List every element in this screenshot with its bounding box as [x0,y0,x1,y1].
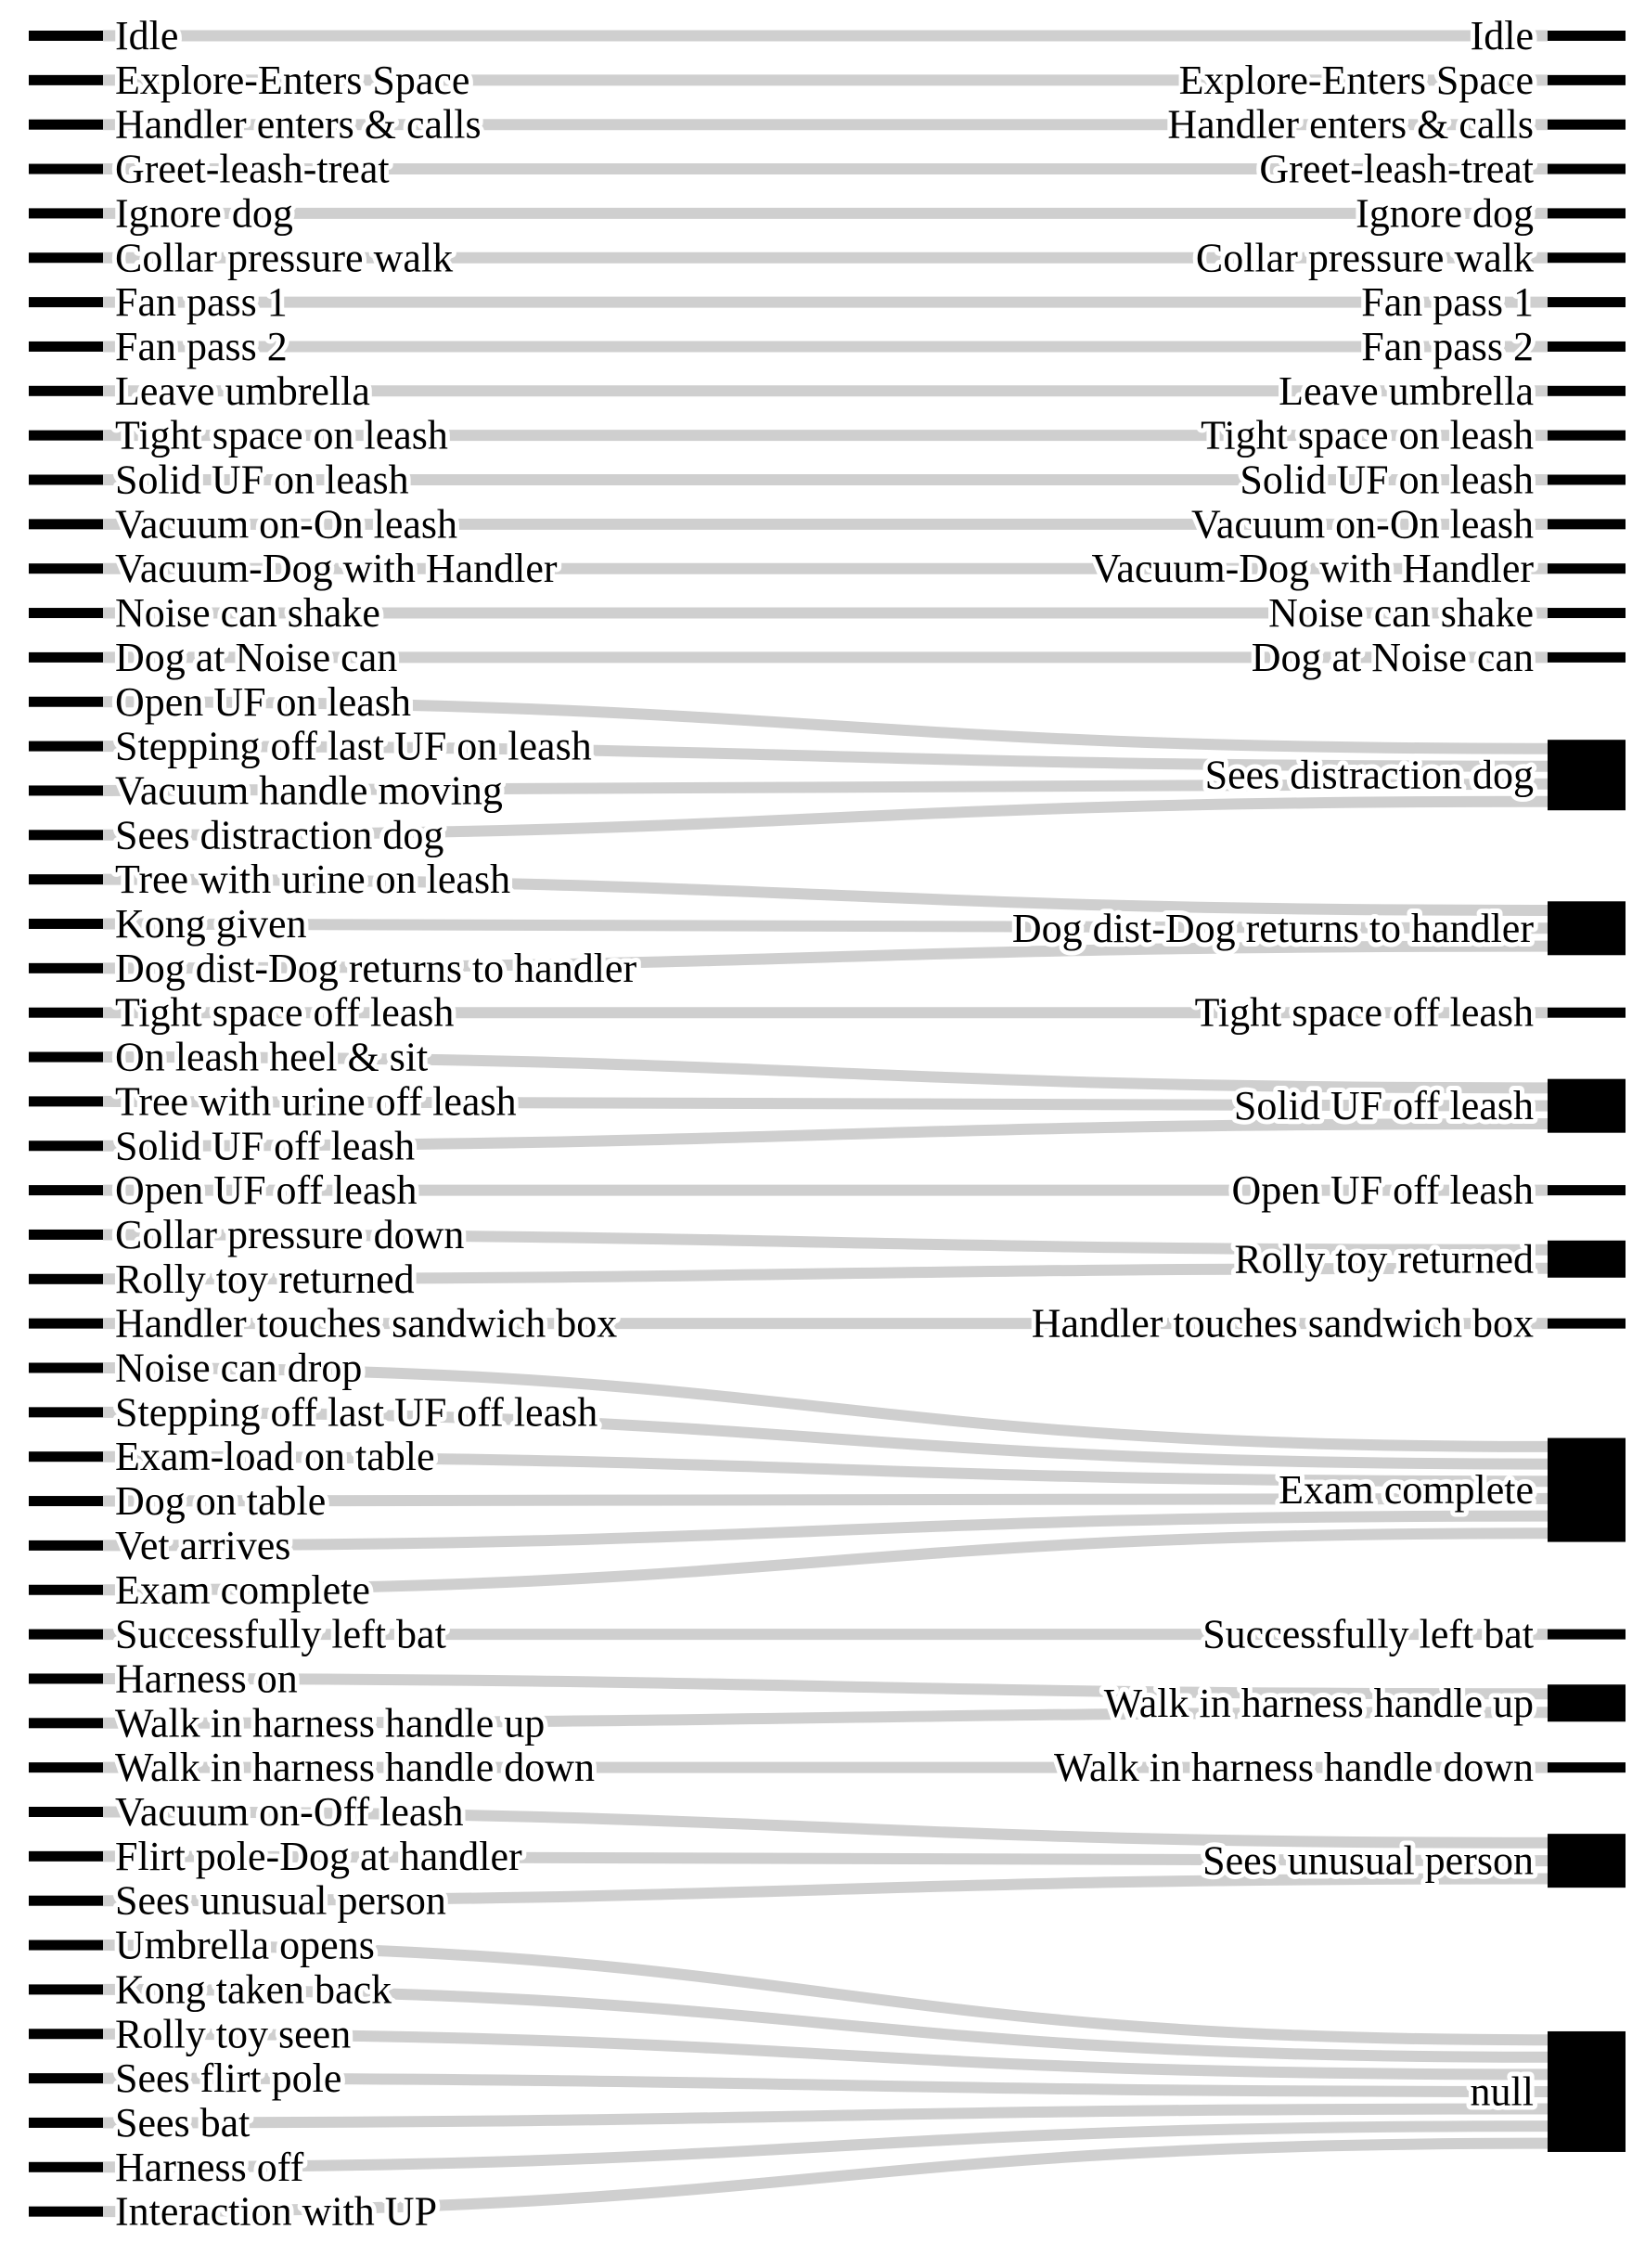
source-node-interaction-with-up [29,2207,103,2217]
target-label-leave-umbrella: Leave umbrella [1279,367,1534,414]
source-label-solid-uf-on-leash: Solid UF on leash [115,457,409,503]
source-label-vet-arrives: Vet arrives [115,1522,291,1568]
target-label-handler-touches-sandwich-box: Handler touches sandwich box [1031,1300,1534,1347]
target-label-exam-complete: Exam complete [1279,1467,1534,1514]
target-node-explore-enters-space [1548,75,1626,85]
source-label-kong-given: Kong given [115,901,307,947]
source-node-vet-arrives [29,1540,103,1551]
source-node-ignore-dog [29,208,103,218]
source-label-fan-pass-2: Fan pass 2 [115,323,288,369]
source-label-explore-enters-space: Explore-Enters Space [115,57,470,103]
target-label-vacuum-on-on-leash: Vacuum on-On leash [1190,501,1534,548]
source-label-rolly-toy-seen: Rolly toy seen [115,2011,352,2057]
source-node-exam-load-on-table [29,1451,103,1462]
source-label-collar-pressure-walk: Collar pressure walk [115,235,454,281]
target-label-tight-space-off-leash: Tight space off leash [1194,989,1534,1036]
target-label-ignore-dog: Ignore dog [1356,190,1534,237]
target-node-fan-pass-2 [1548,341,1626,352]
source-node-successfully-left-bat [29,1630,103,1640]
source-label-open-uf-on-leash: Open UF on leash [115,678,411,725]
target-label-noise-can-shake: Noise can shake [1268,590,1534,637]
source-node-idle [29,31,103,41]
target-node-vacuum-on-on-leash [1548,519,1626,529]
source-node-explore-enters-space [29,75,103,85]
target-node-walk-in-harness-handle-down [1548,1762,1626,1772]
source-label-vacuum-dog-with-handler: Vacuum-Dog with Handler [115,546,558,592]
target-label-solid-uf-off-leash: Solid UF off leash [1233,1083,1534,1129]
target-label-idle: Idle [1470,13,1534,58]
source-node-sees-bat [29,2118,103,2128]
target-node-tight-space-on-leash [1548,431,1626,441]
source-node-on-leash-heel-and-sit [29,1052,103,1063]
target-node-solid-uf-on-leash [1548,475,1626,485]
source-node-handler-enters-and-calls [29,120,103,130]
source-node-umbrella-opens [29,1940,103,1951]
target-label-fan-pass-2: Fan pass 2 [1361,323,1534,369]
source-node-fan-pass-2 [29,341,103,352]
source-label-dog-dist-dog-returns-to-handler: Dog dist-Dog returns to handler [115,945,637,991]
target-label-walk-in-harness-handle-up: Walk in harness handle up [1103,1680,1534,1726]
target-node-exam-complete [1548,1438,1626,1542]
source-node-kong-given [29,919,103,929]
source-label-tree-with-urine-off-leash: Tree with urine off leash [115,1078,517,1125]
target-node-leave-umbrella [1548,386,1626,396]
source-label-harness-off: Harness off [115,2144,304,2190]
source-label-tree-with-urine-on-leash: Tree with urine on leash [115,857,511,903]
target-node-null [1548,2031,1626,2152]
target-label-sees-distraction-dog: Sees distraction dog [1204,752,1534,798]
target-node-tight-space-off-leash [1548,1008,1626,1018]
link-sees-bat-to-null [103,2109,1548,2123]
source-node-rolly-toy-returned [29,1274,103,1284]
source-node-tree-with-urine-on-leash [29,874,103,884]
source-label-sees-distraction-dog: Sees distraction dog [115,812,444,858]
source-node-dog-on-table [29,1496,103,1506]
source-node-noise-can-drop [29,1363,103,1373]
source-node-exam-complete [29,1585,103,1595]
source-node-kong-taken-back [29,1984,103,1994]
source-node-open-uf-on-leash [29,697,103,707]
target-node-sees-unusual-person [1548,1834,1626,1888]
source-label-stepping-off-last-uf-on-leash: Stepping off last UF on leash [115,723,592,769]
target-label-greet-leash-treat: Greet-leash-treat [1259,146,1534,192]
target-label-solid-uf-on-leash: Solid UF on leash [1240,457,1534,503]
target-node-fan-pass-1 [1548,297,1626,307]
target-node-greet-leash-treat [1548,164,1626,174]
target-node-successfully-left-bat [1548,1630,1626,1640]
source-node-open-uf-off-leash [29,1185,103,1195]
source-node-walk-in-harness-handle-up [29,1718,103,1728]
source-label-dog-at-noise-can: Dog at Noise can [115,634,398,680]
source-label-exam-load-on-table: Exam-load on table [115,1434,435,1480]
source-label-dog-on-table: Dog on table [115,1478,327,1525]
target-node-dog-at-noise-can [1548,652,1626,663]
target-label-dog-at-noise-can: Dog at Noise can [1251,634,1534,680]
source-label-walk-in-harness-handle-down: Walk in harness handle down [115,1745,595,1791]
target-node-walk-in-harness-handle-up [1548,1684,1626,1721]
target-node-noise-can-shake [1548,608,1626,618]
source-node-collar-pressure-down [29,1230,103,1240]
target-label-open-uf-off-leash: Open UF off leash [1231,1167,1534,1214]
target-label-tight-space-on-leash: Tight space on leash [1201,412,1534,458]
source-node-sees-unusual-person [29,1896,103,1906]
source-label-kong-taken-back: Kong taken back [115,1966,392,2013]
target-node-rolly-toy-returned [1548,1241,1626,1278]
source-label-vacuum-on-on-leash: Vacuum on-On leash [115,501,458,548]
source-label-tight-space-on-leash: Tight space on leash [115,412,448,458]
source-label-flirt-pole-dog-at-handler: Flirt pole-Dog at handler [115,1833,522,1879]
target-label-null: null [1470,2068,1534,2115]
source-label-leave-umbrella: Leave umbrella [115,367,370,414]
source-label-exam-complete: Exam complete [115,1566,370,1613]
source-label-umbrella-opens: Umbrella opens [115,1922,375,1968]
source-node-harness-on [29,1673,103,1683]
source-label-vacuum-on-off-leash: Vacuum on-Off leash [115,1789,464,1835]
source-label-sees-flirt-pole: Sees flirt pole [115,2055,342,2102]
source-node-tight-space-on-leash [29,431,103,441]
source-label-walk-in-harness-handle-up: Walk in harness handle up [115,1700,546,1746]
target-label-dog-dist-dog-returns-to-handler: Dog dist-Dog returns to handler [1011,905,1534,951]
target-node-handler-touches-sandwich-box [1548,1319,1626,1329]
target-node-vacuum-dog-with-handler [1548,563,1626,573]
source-label-handler-enters-and-calls: Handler enters & calls [115,101,482,148]
source-node-flirt-pole-dog-at-handler [29,1851,103,1862]
source-label-idle: Idle [115,13,179,58]
source-node-vacuum-on-on-leash [29,519,103,529]
target-label-handler-enters-and-calls: Handler enters & calls [1167,101,1534,148]
source-node-greet-leash-treat [29,164,103,174]
source-label-fan-pass-1: Fan pass 1 [115,279,288,326]
source-node-collar-pressure-walk [29,252,103,263]
source-label-noise-can-shake: Noise can shake [115,590,380,637]
source-label-on-leash-heel-and-sit: On leash heel & sit [115,1034,429,1080]
source-label-sees-bat: Sees bat [115,2099,251,2146]
source-node-dog-at-noise-can [29,652,103,663]
source-label-greet-leash-treat: Greet-leash-treat [115,146,390,192]
source-label-stepping-off-last-uf-off-leash: Stepping off last UF off leash [115,1389,598,1436]
target-label-successfully-left-bat: Successfully left bat [1202,1611,1534,1657]
source-label-sees-unusual-person: Sees unusual person [115,1877,446,1924]
source-label-noise-can-drop: Noise can drop [115,1345,363,1391]
source-label-solid-uf-off-leash: Solid UF off leash [115,1123,416,1169]
source-node-stepping-off-last-uf-on-leash [29,741,103,752]
target-label-rolly-toy-returned: Rolly toy returned [1234,1236,1534,1282]
target-node-open-uf-off-leash [1548,1185,1626,1195]
target-node-sees-distraction-dog [1548,740,1626,810]
source-node-dog-dist-dog-returns-to-handler [29,963,103,973]
source-node-vacuum-dog-with-handler [29,563,103,573]
target-label-vacuum-dog-with-handler: Vacuum-Dog with Handler [1091,546,1534,592]
target-label-walk-in-harness-handle-down: Walk in harness handle down [1054,1745,1534,1791]
source-node-solid-uf-on-leash [29,475,103,485]
source-label-interaction-with-up: Interaction with UP [115,2188,438,2235]
source-node-leave-umbrella [29,386,103,396]
source-node-tree-with-urine-off-leash [29,1096,103,1106]
source-node-sees-distraction-dog [29,830,103,840]
source-label-collar-pressure-down: Collar pressure down [115,1211,465,1257]
source-label-successfully-left-bat: Successfully left bat [115,1611,446,1657]
source-node-vacuum-handle-moving [29,785,103,795]
source-label-handler-touches-sandwich-box: Handler touches sandwich box [115,1300,618,1347]
target-node-solid-uf-off-leash [1548,1079,1626,1133]
source-label-harness-on: Harness on [115,1656,298,1702]
source-node-fan-pass-1 [29,297,103,307]
target-label-sees-unusual-person: Sees unusual person [1202,1837,1534,1884]
source-node-harness-off [29,2162,103,2172]
target-label-collar-pressure-walk: Collar pressure walk [1195,235,1534,281]
target-node-collar-pressure-walk [1548,252,1626,263]
source-node-solid-uf-off-leash [29,1140,103,1151]
source-node-rolly-toy-seen [29,2029,103,2039]
target-node-idle [1548,31,1626,41]
source-label-tight-space-off-leash: Tight space off leash [115,989,455,1036]
source-label-rolly-toy-returned: Rolly toy returned [115,1256,415,1302]
target-label-explore-enters-space: Explore-Enters Space [1178,57,1534,103]
source-node-walk-in-harness-handle-down [29,1762,103,1772]
source-label-vacuum-handle-moving: Vacuum handle moving [115,767,503,814]
source-node-tight-space-off-leash [29,1008,103,1018]
source-label-open-uf-off-leash: Open UF off leash [115,1167,418,1214]
target-node-ignore-dog [1548,208,1626,218]
source-node-vacuum-on-off-leash [29,1807,103,1817]
source-node-stepping-off-last-uf-off-leash [29,1407,103,1417]
target-node-handler-enters-and-calls [1548,120,1626,130]
target-label-fan-pass-1: Fan pass 1 [1361,279,1534,326]
source-label-ignore-dog: Ignore dog [115,190,293,237]
source-node-handler-touches-sandwich-box [29,1319,103,1329]
source-node-sees-flirt-pole [29,2073,103,2083]
target-node-dog-dist-dog-returns-to-handler [1548,901,1626,955]
source-node-noise-can-shake [29,608,103,618]
